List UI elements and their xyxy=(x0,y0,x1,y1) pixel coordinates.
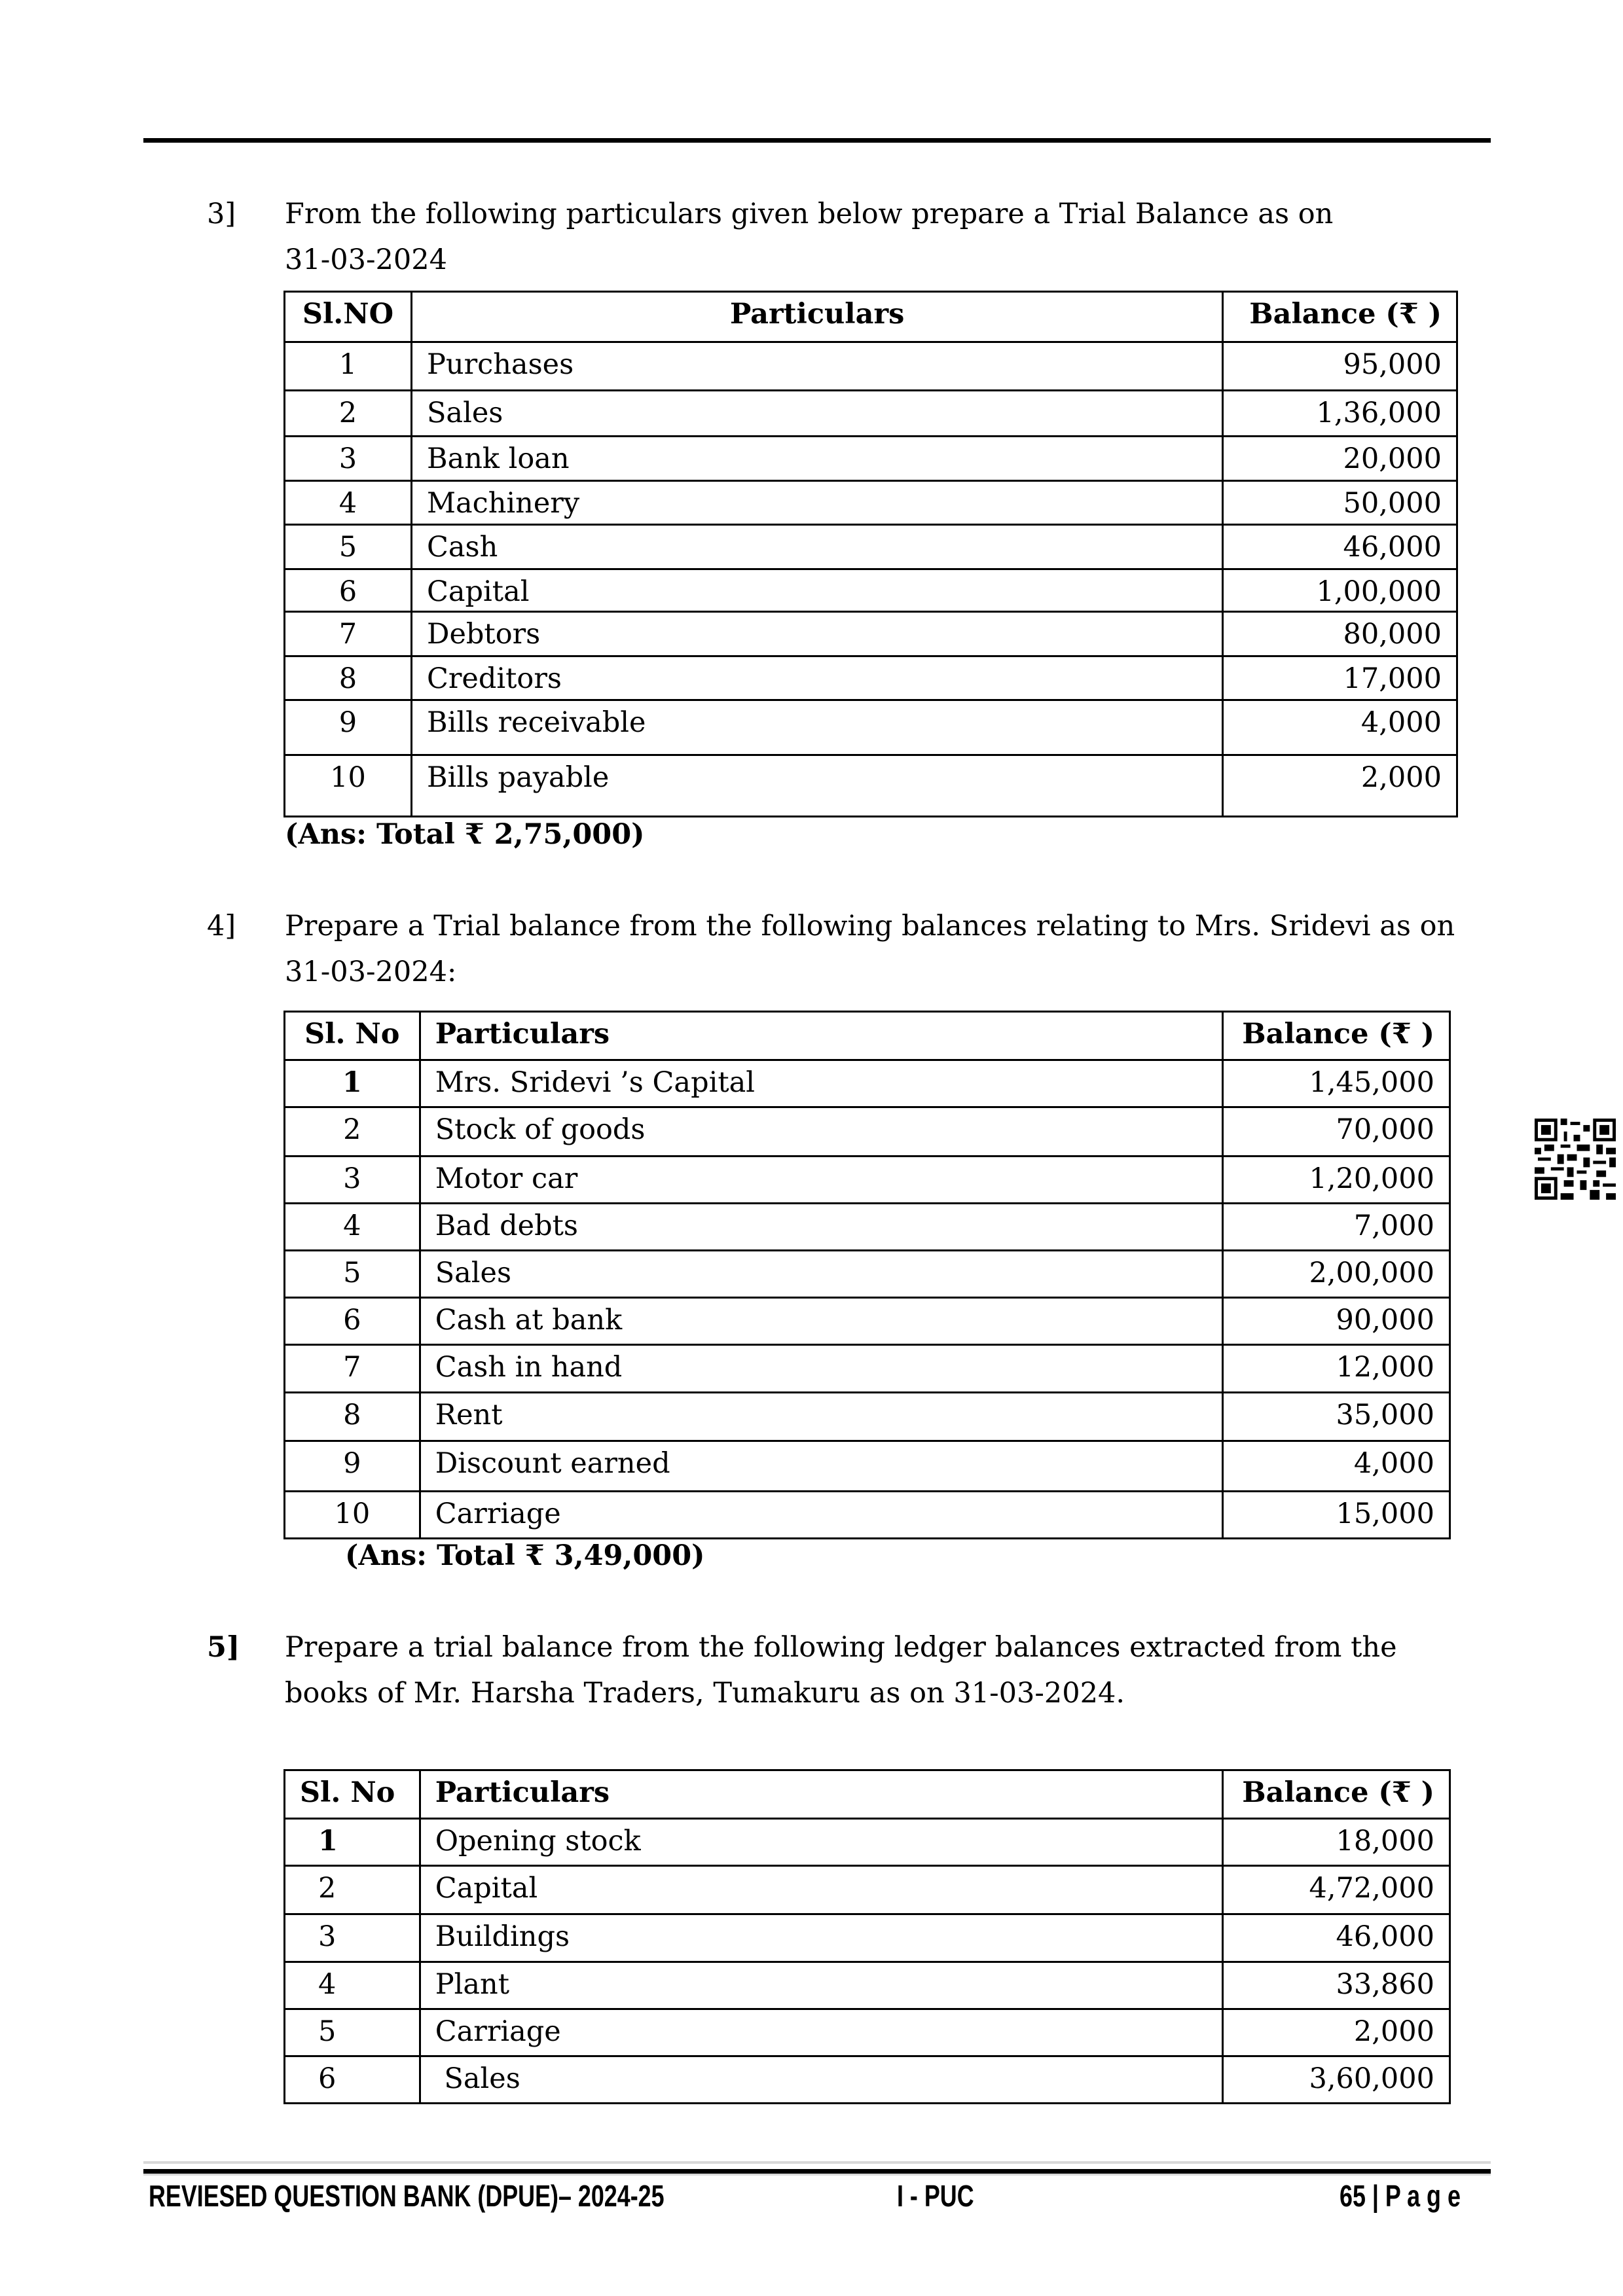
sl-no-cell: 2 xyxy=(285,1866,420,1914)
table-row xyxy=(285,1060,1450,1107)
sl-no-cell: 3 xyxy=(285,1914,420,1962)
table-row xyxy=(285,1251,1450,1298)
footer-page-number: 65 | P a g e xyxy=(1340,2179,1461,2213)
sl-no-cell: 5 xyxy=(285,1251,420,1298)
sl-no-cell: 5 xyxy=(285,2009,420,2056)
sl-no-cell: 6 xyxy=(285,2056,420,2104)
sl-no-cell: 2 xyxy=(285,391,412,437)
footer-rule xyxy=(143,2161,1491,2164)
sl-no-cell: 8 xyxy=(285,656,412,700)
question-number: 5] xyxy=(207,1631,240,1664)
question-text: Prepare a Trial balance from the following balances relating to Mrs. Sridevi as on xyxy=(285,910,1455,942)
balance-cell: 7,000 xyxy=(1223,1204,1450,1251)
balance-cell: 33,860 xyxy=(1223,1962,1450,2009)
sl-no-cell: 4 xyxy=(285,1204,420,1251)
balance-cell: 46,000 xyxy=(1223,1914,1450,1962)
particulars-cell: Purchases xyxy=(411,342,1222,391)
sl-no-cell: 10 xyxy=(285,1492,420,1539)
particulars-cell: Capital xyxy=(411,569,1222,612)
balance-cell: 1,20,000 xyxy=(1223,1157,1450,1204)
balance-cell: 20,000 xyxy=(1223,437,1457,481)
question-text-date: 31-03-2024: xyxy=(285,956,457,988)
sl-no-cell: 8 xyxy=(285,1393,420,1441)
table-row xyxy=(285,1962,1450,2009)
particulars-cell: Debtors xyxy=(411,612,1222,656)
question-number: 3] xyxy=(207,198,236,230)
table-row xyxy=(285,1157,1450,1204)
table-row xyxy=(285,1866,1450,1914)
table-header-row xyxy=(285,292,1457,342)
balance-cell: 18,000 xyxy=(1223,1819,1450,1866)
balance-cell: 17,000 xyxy=(1223,656,1457,700)
particulars-cell: Buildings xyxy=(420,1914,1223,1962)
balance-cell: 12,000 xyxy=(1223,1345,1450,1393)
particulars-cell: Carriage xyxy=(420,2009,1223,2056)
footer-class: I - PUC xyxy=(897,2179,974,2213)
header-sl-no: Sl. No xyxy=(285,1770,420,1819)
trial-balance-table xyxy=(283,1769,1451,2104)
particulars-cell: Rent xyxy=(420,1393,1223,1441)
particulars-cell: Discount earned xyxy=(420,1441,1223,1492)
question-text-date: 31-03-2024 xyxy=(285,243,447,276)
question-number: 4] xyxy=(207,910,236,942)
sl-no-cell: 6 xyxy=(285,1298,420,1345)
balance-cell: 1,45,000 xyxy=(1223,1060,1450,1107)
particulars-cell: Carriage xyxy=(420,1492,1223,1539)
table-row xyxy=(285,569,1457,612)
trial-balance-table xyxy=(283,1011,1451,1539)
table-row xyxy=(285,2056,1450,2104)
header-particulars: Particulars xyxy=(420,1770,1223,1819)
balance-cell: 2,000 xyxy=(1223,2009,1450,2056)
table-row xyxy=(285,1298,1450,1345)
table-row xyxy=(285,700,1457,755)
particulars-cell: Sales xyxy=(411,391,1222,437)
particulars-cell: Cash xyxy=(411,525,1222,569)
header-balance: Balance (₹ ) xyxy=(1223,292,1457,342)
header-particulars: Particulars xyxy=(411,292,1222,342)
particulars-cell: Mrs. Sridevi ’s Capital xyxy=(420,1060,1223,1107)
table-row xyxy=(285,437,1457,481)
particulars-cell: Sales xyxy=(420,2056,1223,2104)
answer-total: (Ans: Total ₹ 2,75,000) xyxy=(285,818,645,851)
table-header-row xyxy=(285,1770,1450,1819)
particulars-cell: Bank loan xyxy=(411,437,1222,481)
balance-cell: 15,000 xyxy=(1223,1492,1450,1539)
sl-no-cell: 1 xyxy=(285,1060,420,1107)
particulars-cell: Bills payable xyxy=(411,755,1222,817)
particulars-cell: Capital xyxy=(420,1866,1223,1914)
question-text-line2: books of Mr. Harsha Traders, Tumakuru as on 31-03-2024. xyxy=(285,1677,1125,1710)
header-balance: Balance (₹ ) xyxy=(1223,1770,1450,1819)
sl-no-cell: 9 xyxy=(285,1441,420,1492)
balance-cell: 46,000 xyxy=(1223,525,1457,569)
balance-cell: 3,60,000 xyxy=(1223,2056,1450,2104)
balance-cell: 4,72,000 xyxy=(1223,1866,1450,1914)
header-particulars: Particulars xyxy=(420,1012,1223,1060)
table-header-row xyxy=(285,1012,1450,1060)
particulars-cell: Opening stock xyxy=(420,1819,1223,1866)
balance-cell: 1,00,000 xyxy=(1223,569,1457,612)
table-row xyxy=(285,525,1457,569)
header-sl-no: Sl. No xyxy=(285,1012,420,1060)
balance-cell: 50,000 xyxy=(1223,481,1457,525)
header-sl-no: Sl.NO xyxy=(285,292,412,342)
table-row xyxy=(285,1914,1450,1962)
table-row xyxy=(285,1441,1450,1492)
balance-cell: 70,000 xyxy=(1223,1107,1450,1157)
sl-no-cell: 7 xyxy=(285,612,412,656)
particulars-cell: Stock of goods xyxy=(420,1107,1223,1157)
balance-cell: 2,000 xyxy=(1223,755,1457,817)
table-row xyxy=(285,391,1457,437)
table-row xyxy=(285,1492,1450,1539)
particulars-cell: Plant xyxy=(420,1962,1223,2009)
sl-no-cell: 3 xyxy=(285,437,412,481)
table-row xyxy=(285,342,1457,391)
sl-no-cell: 10 xyxy=(285,755,412,817)
footer-title: REVIESED QUESTION BANK (DPUE)– 2024-25 xyxy=(149,2179,665,2213)
qr-code-icon xyxy=(1535,1119,1616,1200)
balance-cell: 90,000 xyxy=(1223,1298,1450,1345)
sl-no-cell: 1 xyxy=(285,1819,420,1866)
balance-cell: 95,000 xyxy=(1223,342,1457,391)
table-row xyxy=(285,1204,1450,1251)
sl-no-cell: 7 xyxy=(285,1345,420,1393)
table-row xyxy=(285,1345,1450,1393)
table-row xyxy=(285,1393,1450,1441)
sl-no-cell: 4 xyxy=(285,1962,420,2009)
particulars-cell: Sales xyxy=(420,1251,1223,1298)
sl-no-cell: 9 xyxy=(285,700,412,755)
particulars-cell: Cash at bank xyxy=(420,1298,1223,1345)
sl-no-cell: 4 xyxy=(285,481,412,525)
table-row xyxy=(285,481,1457,525)
question-text: Prepare a trial balance from the following ledger balances extracted from the xyxy=(285,1631,1397,1664)
footer-rule xyxy=(143,2169,1491,2174)
table-row xyxy=(285,1107,1450,1157)
particulars-cell: Creditors xyxy=(411,656,1222,700)
sl-no-cell: 2 xyxy=(285,1107,420,1157)
trial-balance-table xyxy=(283,291,1458,817)
table-row xyxy=(285,656,1457,700)
particulars-cell: Bills receivable xyxy=(411,700,1222,755)
footer-rule xyxy=(143,2174,1491,2176)
balance-cell: 1,36,000 xyxy=(1223,391,1457,437)
table-row xyxy=(285,2009,1450,2056)
sl-no-cell: 5 xyxy=(285,525,412,569)
balance-cell: 80,000 xyxy=(1223,612,1457,656)
table-row xyxy=(285,755,1457,817)
header-rule xyxy=(143,138,1491,143)
header-balance: Balance (₹ ) xyxy=(1223,1012,1450,1060)
question-text: From the following particulars given below prepare a Trial Balance as on xyxy=(285,198,1334,230)
balance-cell: 2,00,000 xyxy=(1223,1251,1450,1298)
balance-cell: 4,000 xyxy=(1223,700,1457,755)
particulars-cell: Cash in hand xyxy=(420,1345,1223,1393)
particulars-cell: Machinery xyxy=(411,481,1222,525)
sl-no-cell: 6 xyxy=(285,569,412,612)
sl-no-cell: 1 xyxy=(285,342,412,391)
table-row xyxy=(285,612,1457,656)
table-row xyxy=(285,1819,1450,1866)
particulars-cell: Bad debts xyxy=(420,1204,1223,1251)
balance-cell: 4,000 xyxy=(1223,1441,1450,1492)
sl-no-cell: 3 xyxy=(285,1157,420,1204)
answer-total: (Ans: Total ₹ 3,49,000) xyxy=(345,1539,705,1572)
particulars-cell: Motor car xyxy=(420,1157,1223,1204)
balance-cell: 35,000 xyxy=(1223,1393,1450,1441)
